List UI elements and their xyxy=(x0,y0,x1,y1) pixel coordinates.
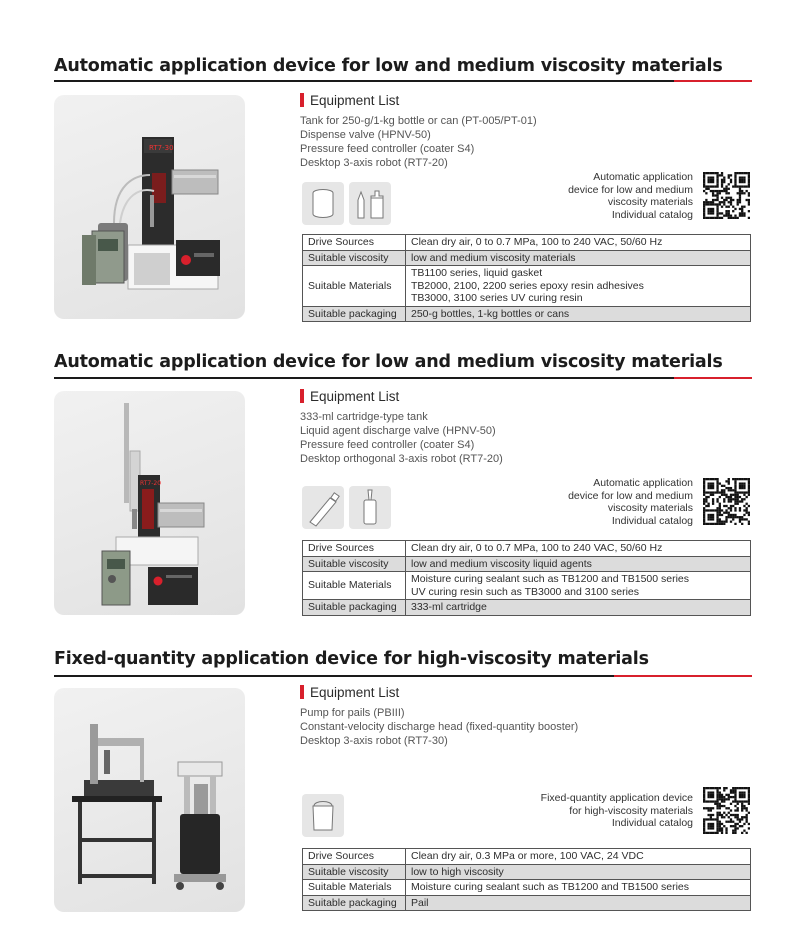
equipment-list-heading xyxy=(300,685,399,700)
spec-value-line: Moisture curing sealant such as TB1200 and TB1500 series xyxy=(411,573,690,585)
spec-value: Moisture curing sealant such as TB1200 and TB1500 series xyxy=(406,880,751,896)
equipment-list-heading xyxy=(300,93,399,108)
cartridge-icon xyxy=(349,486,391,529)
section-title: Fixed-quantity application device for high-viscosity materials xyxy=(54,649,649,669)
table-row xyxy=(303,235,751,251)
table-row xyxy=(303,864,751,880)
spec-value: Pail xyxy=(406,895,751,911)
heading-label: Equipment List xyxy=(310,93,400,108)
spec-value: Clean dry air, 0.3 MPa or more, 100 VAC, 24 VDC xyxy=(406,849,751,865)
table-row xyxy=(303,250,751,266)
equipment-item: Desktop orthogonal 3-axis robot (RT7-20) xyxy=(300,453,503,465)
section-title: Automatic application device for low and medium viscosity materials xyxy=(54,56,723,76)
equipment-item: Pressure feed controller (coater S4) xyxy=(300,143,475,155)
equipment-item: 333-ml cartridge-type tank xyxy=(300,411,428,423)
heading-accent-bar xyxy=(300,93,304,107)
section-divider xyxy=(54,377,752,379)
pail-icon xyxy=(302,794,344,837)
spec-table xyxy=(302,848,751,911)
spec-key: Suitable viscosity xyxy=(303,864,406,880)
catalog-line: Individual catalog xyxy=(611,208,693,221)
spec-value: 250-g bottles, 1-kg bottles or cans xyxy=(406,306,751,322)
table-row xyxy=(303,880,751,896)
spec-key: Suitable viscosity xyxy=(303,250,406,266)
catalog-line: Individual catalog xyxy=(611,514,693,527)
device-photo xyxy=(54,391,245,615)
spec-key: Suitable packaging xyxy=(303,306,406,322)
spec-key: Drive Sources xyxy=(303,849,406,865)
catalog-line: Individual catalog xyxy=(611,817,693,829)
equipment-item: Constant-velocity discharge head (fixed-quantity booster) xyxy=(300,721,579,733)
equipment-item: Tank for 250-g/1-kg bottle or can (PT-005/PT-01) xyxy=(300,115,537,127)
qr-code-icon[interactable] xyxy=(703,172,750,219)
equipment-item: Dispense valve (HPNV-50) xyxy=(300,129,431,141)
spec-key: Suitable Materials xyxy=(303,266,406,307)
table-row xyxy=(303,541,751,557)
spec-value-line: UV curing resin such as TB3000 and 3100 series xyxy=(411,585,640,598)
spec-key: Suitable viscosity xyxy=(303,556,406,572)
catalog-line: for high-viscosity materials xyxy=(569,804,693,817)
individual-catalog-note xyxy=(568,477,693,527)
spec-key: Suitable Materials xyxy=(303,572,406,600)
spec-key: Suitable packaging xyxy=(303,895,406,911)
section-divider xyxy=(54,675,752,677)
spec-value-line: TB3000, 3100 series UV curing resin xyxy=(411,292,583,304)
table-row xyxy=(303,556,751,572)
spec-value: low and medium viscosity materials xyxy=(406,250,751,266)
equipment-item: Desktop 3-axis robot (RT7-20) xyxy=(300,157,448,169)
spec-table xyxy=(302,234,751,322)
catalog-line: device for low and medium xyxy=(568,489,693,502)
spec-value: Clean dry air, 0 to 0.7 MPa, 100 to 240 VAC, 50/60 Hz xyxy=(406,541,751,557)
qr-code-icon[interactable] xyxy=(703,478,750,525)
table-row xyxy=(303,572,751,600)
equipment-item: Pressure feed controller (coater S4) xyxy=(300,439,475,451)
table-row xyxy=(303,600,751,616)
packaging-icons xyxy=(302,486,391,529)
spec-value-line: TB2000, 2100, 2200 series epoxy resin adhesives xyxy=(411,279,644,292)
section-divider xyxy=(54,80,752,82)
equipment-item: Desktop 3-axis robot (RT7-30) xyxy=(300,735,448,747)
spec-value-line: TB1100 series, liquid gasket xyxy=(411,267,543,279)
equipment-item: Liquid agent discharge valve (HPNV-50) xyxy=(300,425,496,437)
spec-table xyxy=(302,540,751,616)
spec-key: Suitable Materials xyxy=(303,880,406,896)
catalog-line: viscosity materials xyxy=(607,502,693,514)
application-device-image xyxy=(54,688,245,912)
packaging-icons xyxy=(302,794,344,837)
table-row xyxy=(303,306,751,322)
heading-label: Equipment List xyxy=(310,389,400,404)
heading-accent-bar xyxy=(300,389,304,403)
can-icon xyxy=(302,182,344,225)
catalog-line: viscosity materials xyxy=(607,196,693,208)
table-row xyxy=(303,895,751,911)
spec-value: low and medium viscosity liquid agents xyxy=(406,556,751,572)
section-title: Automatic application device for low and medium viscosity materials xyxy=(54,352,723,372)
packaging-icons xyxy=(302,182,391,225)
equipment-list xyxy=(300,410,503,466)
individual-catalog-note xyxy=(541,792,693,830)
heading-accent-bar xyxy=(300,685,304,699)
equipment-item: Pump for pails (PBIII) xyxy=(300,707,405,719)
spec-value xyxy=(406,266,751,307)
catalog-line: device for low and medium xyxy=(568,183,693,196)
spec-value: Clean dry air, 0 to 0.7 MPa, 100 to 240 VAC, 50/60 Hz xyxy=(406,235,751,251)
robot-label: RT7-20 xyxy=(140,480,162,487)
device-photo xyxy=(54,688,245,912)
catalog-line: Automatic application xyxy=(593,171,693,183)
application-device-image xyxy=(54,391,245,615)
table-row xyxy=(303,849,751,865)
equipment-list xyxy=(300,114,537,170)
spec-key: Suitable packaging xyxy=(303,600,406,616)
individual-catalog-note xyxy=(568,171,693,221)
spec-key: Drive Sources xyxy=(303,541,406,557)
qr-code-icon[interactable] xyxy=(703,787,750,834)
equipment-list xyxy=(300,706,578,748)
equipment-list-heading xyxy=(300,389,399,404)
catalog-line: Automatic application xyxy=(593,477,693,489)
robot-label: RT7-30 xyxy=(149,144,174,152)
bottle-icon xyxy=(349,182,391,225)
table-row xyxy=(303,266,751,307)
heading-label: Equipment List xyxy=(310,685,400,700)
spec-value: low to high viscosity xyxy=(406,864,751,880)
tube-icon xyxy=(302,486,344,529)
application-device-image xyxy=(54,95,245,319)
spec-value xyxy=(406,572,751,600)
catalog-line: Fixed-quantity application device xyxy=(540,792,693,804)
spec-value: 333-ml cartridge xyxy=(406,600,751,616)
spec-key: Drive Sources xyxy=(303,235,406,251)
device-photo xyxy=(54,95,245,319)
